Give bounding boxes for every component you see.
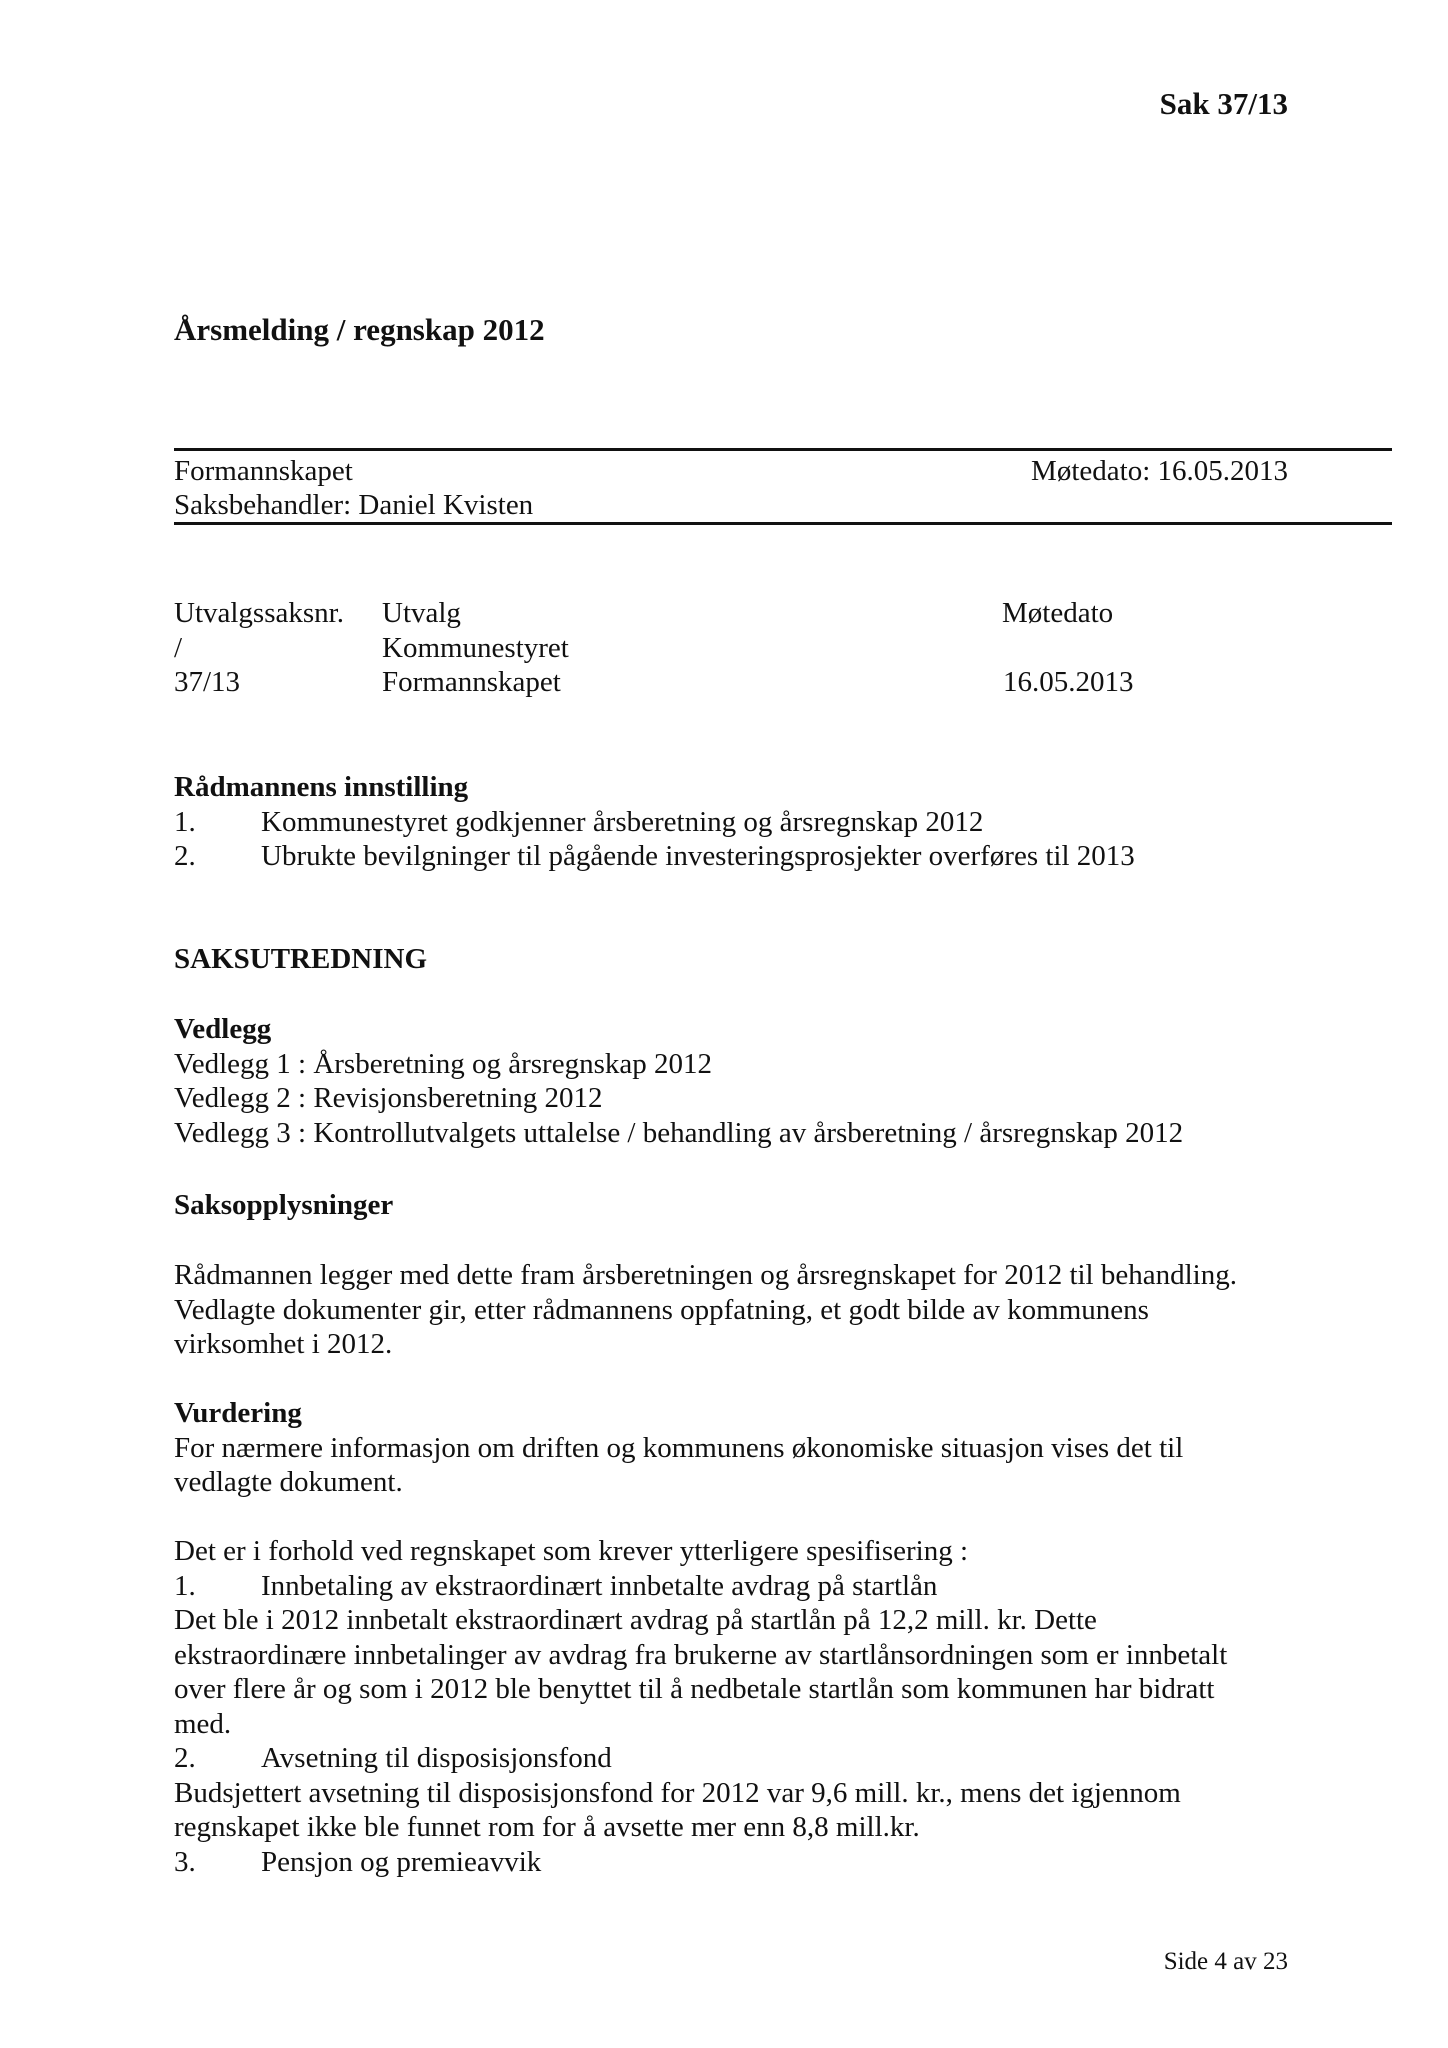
assessment-heading: Vurdering xyxy=(174,1397,302,1429)
committee-name: Formannskapet xyxy=(174,455,353,487)
list-item xyxy=(174,1845,1334,1880)
specification-intro: Det er i forhold ved regnskapet som krever ytterligere spesifisering : xyxy=(174,1535,969,1567)
list-number: 2. xyxy=(174,1742,196,1774)
paragraph-line: over flere år og som i 2012 ble benyttet til å nedbetale startlån som kommunen har bidratt xyxy=(174,1673,1215,1705)
list-text: Pensjon og premieavvik xyxy=(261,1845,542,1878)
attachment-item: Vedlegg 2 : Revisjonsberetning 2012 xyxy=(174,1082,603,1114)
attachments-section xyxy=(174,1012,1334,1150)
list-item xyxy=(174,805,1334,840)
paragraph-line: Vedlagte dokumenter gir, etter rådmannens oppfatning, et godt bilde av kommunens xyxy=(174,1293,1149,1326)
info-section xyxy=(174,1258,1334,1362)
table-cell: 37/13 xyxy=(174,666,241,698)
paragraph-line: Budsjettert avsetning til disposisjonsfond for 2012 var 9,6 mill. kr., mens det igjennom xyxy=(174,1776,1181,1809)
document-title: Årsmelding / regnskap 2012 xyxy=(174,312,545,347)
list-number: 2. xyxy=(174,840,196,872)
recommendation-heading: Rådmannens innstilling xyxy=(174,771,469,803)
list-text: Avsetning til disposisjonsfond xyxy=(261,1742,612,1774)
table-cell: / xyxy=(174,632,183,664)
specification-section xyxy=(174,1534,1334,1879)
paragraph-line: virksomhet i 2012. xyxy=(174,1328,393,1360)
paragraph-line: For nærmere informasjon om driften og kommunens økonomiske situasjon vises det til xyxy=(174,1431,1184,1464)
table-cell: 16.05.2013 xyxy=(1003,666,1134,698)
table-header-committee: Utvalg xyxy=(382,597,461,629)
bottom-rule xyxy=(174,522,1392,525)
list-text: Ubrukte bevilgninger til pågående investeringsprosjekter overføres til 2013 xyxy=(261,840,1135,872)
list-number: 3. xyxy=(174,1845,196,1878)
table-cell: Formannskapet xyxy=(382,666,561,698)
table-header-meeting-date: Møtedato xyxy=(1002,597,1114,629)
list-text: Innbetaling av ekstraordinært innbetalte avdrag på startlån xyxy=(261,1569,938,1602)
list-text: Kommunestyret godkjenner årsberetning og årsregnskap 2012 xyxy=(261,805,984,838)
paragraph-line: med. xyxy=(174,1707,232,1740)
recommendation-section xyxy=(174,770,1334,874)
info-heading: Saksopplysninger xyxy=(174,1189,394,1221)
top-rule xyxy=(174,448,1392,451)
paragraph-line: Det ble i 2012 innbetalt ekstraordinært avdrag på startlån på 12,2 mill. kr. Dette xyxy=(174,1604,1097,1636)
page-number: Side 4 av 23 xyxy=(1163,1948,1288,1975)
saksutredning-heading: SAKSUTREDNING xyxy=(174,943,427,975)
table-header-case-number: Utvalgssaksnr. xyxy=(174,597,344,629)
case-officer: Saksbehandler: Daniel Kvisten xyxy=(174,489,534,521)
case-reference: Sak 37/13 xyxy=(1159,86,1288,121)
list-item xyxy=(174,1569,1334,1604)
meeting-date: Møtedato: 16.05.2013 xyxy=(1031,455,1288,487)
list-number: 1. xyxy=(174,1569,196,1602)
paragraph-line: vedlagte dokument. xyxy=(174,1466,403,1498)
list-item xyxy=(174,839,1334,874)
attachments-heading: Vedlegg xyxy=(174,1013,272,1045)
paragraph-line: Rådmannen legger med dette fram årsberetningen og årsregnskapet for 2012 til behandling. xyxy=(174,1259,1237,1291)
paragraph-line: regnskapet ikke ble funnet rom for å avsette mer enn 8,8 mill.kr. xyxy=(174,1811,920,1843)
attachment-item: Vedlegg 1 : Årsberetning og årsregnskap 2012 xyxy=(174,1047,712,1080)
paragraph-line: ekstraordinære innbetalinger av avdrag fra brukerne av startlånsordningen som er innbetalt xyxy=(174,1638,1228,1671)
attachment-item: Vedlegg 3 : Kontrollutvalgets uttalelse / behandling av årsberetning / årsregnskap 2012 xyxy=(174,1116,1184,1149)
list-number: 1. xyxy=(174,805,196,838)
assessment-section xyxy=(174,1396,1334,1500)
table-cell: Kommunestyret xyxy=(382,632,569,664)
list-item xyxy=(174,1741,1334,1776)
